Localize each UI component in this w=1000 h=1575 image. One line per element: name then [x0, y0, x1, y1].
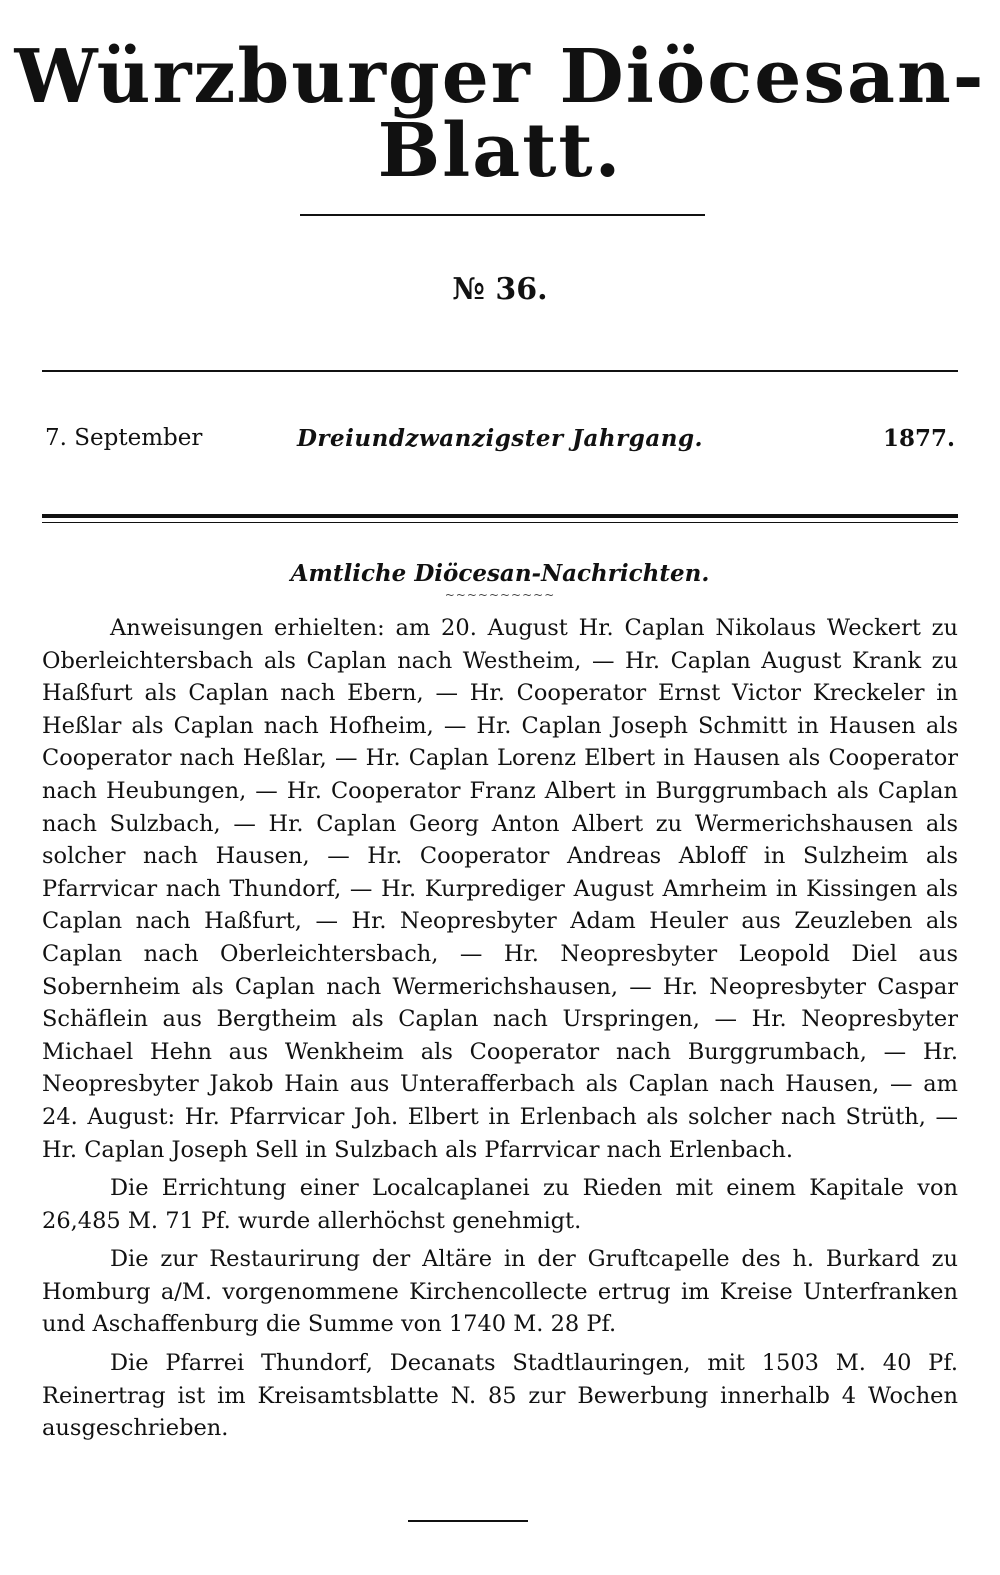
issue-date: 7. September	[45, 425, 203, 451]
divider-short	[300, 214, 705, 216]
divider-full	[42, 370, 958, 372]
masthead-title: Würzburger Diöcesan-Blatt.	[14, 34, 986, 194]
paragraph-localcaplanei: Die Errichtung einer Localcaplanei zu Rieden mit einem Kapitale von 26,485 M. 71 Pf. wurde allerhöchst genehmigt.	[42, 1175, 958, 1234]
volume-label: Dreiundzwanzigster Jahrgang.	[296, 425, 704, 452]
section-heading: Amtliche Diöcesan-Nachrichten.	[290, 560, 710, 587]
paragraph-collection: Die zur Restaurirung der Altäre in der Gruftcapelle des h. Burkard zu Homburg a/M. vorgenommene Kirchencollecte ertrug im Kreise Unterfranken und Aschaffenburg die Summe von 1740 M. 28 Pf.	[42, 1246, 958, 1338]
issue-number: № 36.	[452, 272, 548, 307]
divider-thin	[42, 522, 958, 523]
divider-thick	[42, 514, 958, 518]
divider-end	[408, 1520, 528, 1522]
issue-year: 1877.	[882, 425, 955, 452]
paragraph-appointments: Anweisungen erhielten: am 20. August Hr. Caplan Nikolaus Weckert zu Oberleichtersbach als Caplan nach Westheim, — Hr. Caplan August Krank zu Haßfurt als Caplan nach Ebern, — Hr. Cooperator Ernst Victor Kreckeler in Heßlar als Caplan nach Hofheim, — Hr. Caplan Joseph Schmitt in Hausen als Cooperator nach Heßlar, — Hr. Caplan Lorenz Elbert in Hausen als Cooperator nach Heubungen, — Hr. Cooperator Franz Albert in Burggrumbach als Caplan nach Sulzbach, — Hr. Caplan Georg Anton Albert zu Wermerichshausen als solcher nach Hausen, — Hr. Cooperator Andreas Abloff in Sulzheim als Pfarrvicar nach Thundorf, — Hr. Kurprediger August Amrheim in Kissingen als Caplan nach Haßfurt, — Hr. Neopresbyter Adam Heuler aus Zeuzleben als Caplan nach Oberleichtersbach, — Hr. Neopresbyter Leopold Diel aus Sobernheim als Caplan nach Wermerichshausen, — Hr. Neopresbyter Caspar Schäflein aus Bergtheim als Caplan nach Urspringen, — Hr. Neopresbyter Michael Hehn aus Wenkheim als Cooperator nach Burggrumbach, — Hr. Neopresbyter Jakob Hain aus Unterafferbach als Caplan nach Hausen, — am 24. August: Hr. Pfarrvicar Joh. Elbert in Erlenbach als solcher nach Strüth, — Hr. Caplan Joseph Sell in Sulzbach als Pfarrvicar nach Erlenbach.	[42, 615, 958, 1163]
paragraph-parish-vacancy: Die Pfarrei Thundorf, Decanats Stadtlauringen, mit 1503 M. 40 Pf. Reinertrag ist im Kreisamtsblatte N. 85 zur Bewerbung innerhalb 4 Wochen ausgeschrieben.	[42, 1350, 958, 1442]
article-body	[42, 612, 958, 1445]
heading-ornament: ~~~~~~~~~~	[444, 588, 556, 602]
dateline	[45, 425, 955, 465]
